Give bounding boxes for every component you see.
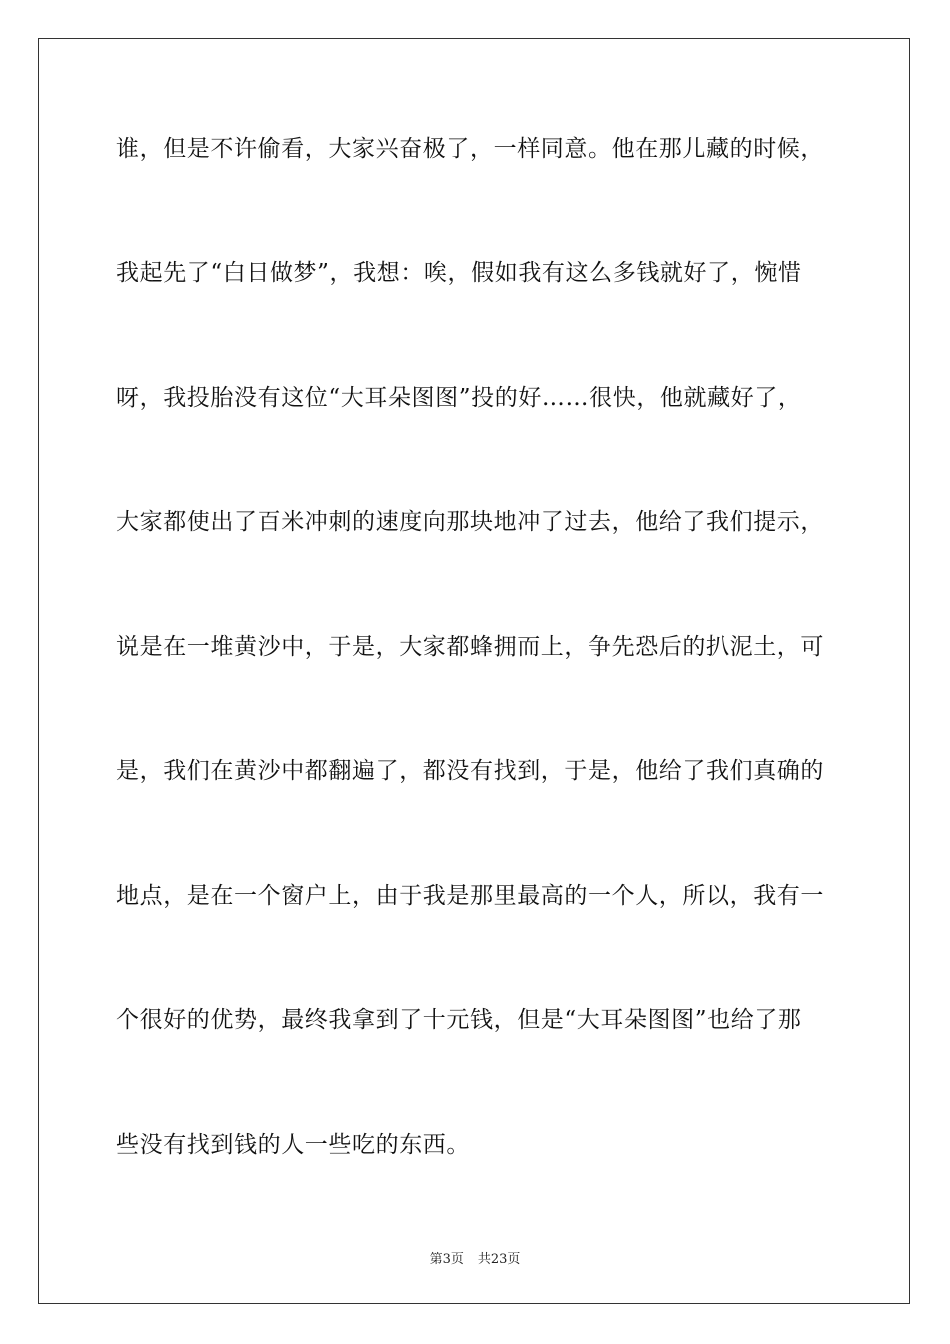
text-line-7: 地点，是在一个窗户上，由于我是那里最高的一个人，所以，我有一 [116,883,824,909]
text-line-3: 呀，我投胎没有这位“大耳朵图图”投的好……很快，他就藏好了， [116,385,802,411]
text-line-4: 大家都使出了百米冲刺的速度向那块地冲了过去，他给了我们提示， [116,509,824,535]
page-footer [0,1248,950,1267]
text-line-8: 个很好的优势，最终我拿到了十元钱，但是“大耳朵图图”也给了那 [116,1007,802,1033]
text-line-1: 谁，但是不许偷看，大家兴奋极了，一样同意。他在那儿藏的时候， [116,136,824,162]
total-page-count: 共23页 [477,1252,521,1267]
text-line-6: 是，我们在黄沙中都翻遍了，都没有找到，于是，他给了我们真确的 [116,758,824,784]
current-page-number: 第3页 [429,1252,464,1267]
text-line-9: 些没有找到钱的人一些吃的东西。 [116,1132,470,1158]
text-line-5: 说是在一堆黄沙中，于是，大家都蜂拥而上，争先恐后的扒泥土，可 [116,634,824,660]
page-border [38,38,910,1304]
text-line-2: 我起先了“白日做梦”，我想：唉，假如我有这么多钱就好了，惋惜 [116,260,802,286]
